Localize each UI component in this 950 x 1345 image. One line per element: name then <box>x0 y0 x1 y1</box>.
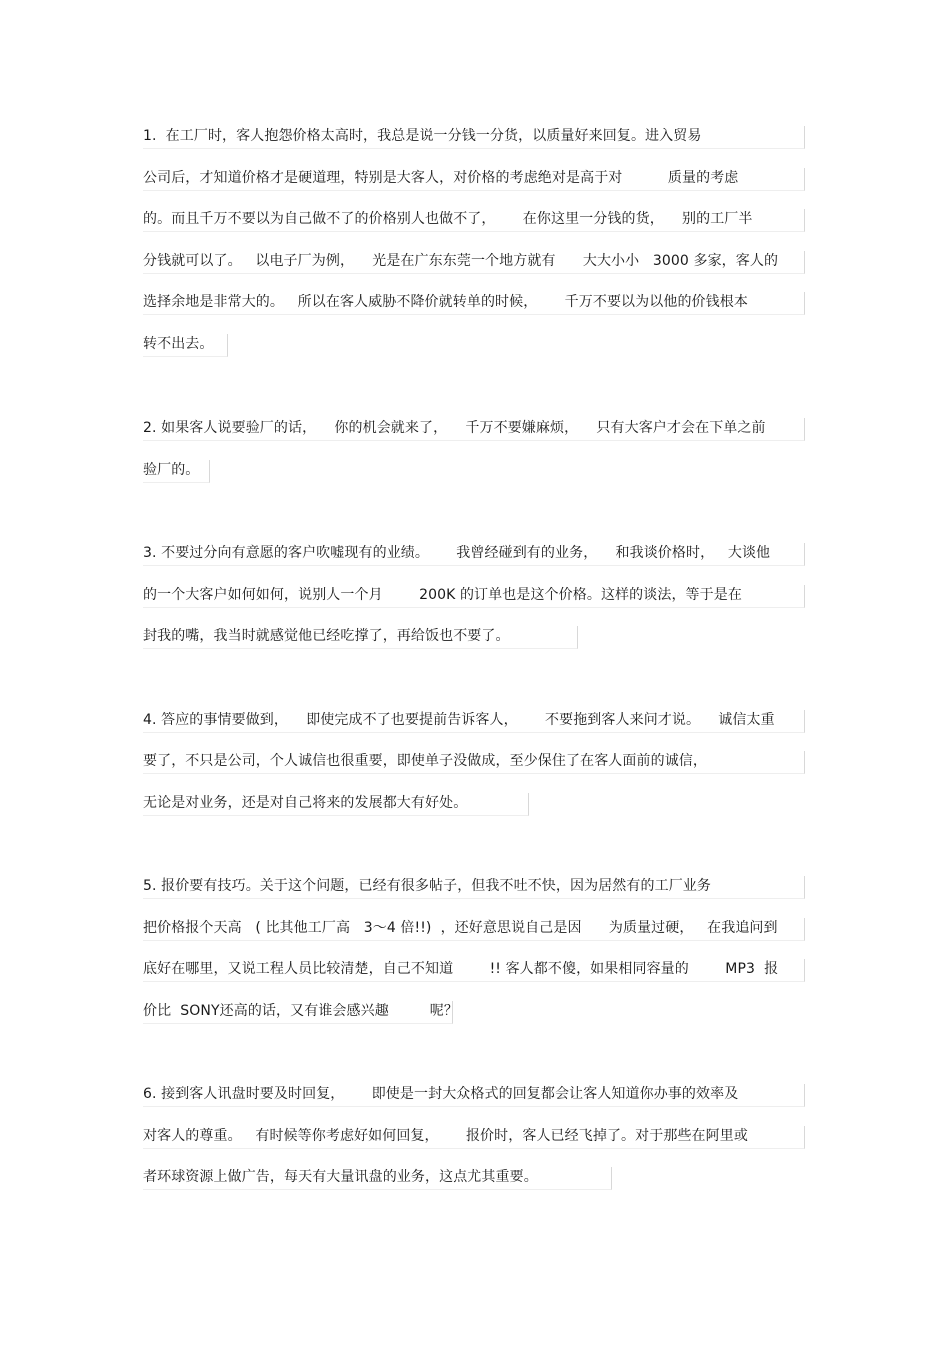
paragraph-line: 4. 答应的事情要做到， 即使完成不了也要提前告诉客人， 不要拖到客人来问才说。 诚信太重 <box>143 712 775 728</box>
paragraph-line: 无论是对业务，还是对自己将来的发展都大有好处。 <box>143 795 468 811</box>
paragraph-line: 1. 在工厂时，客人抱怨价格太高时，我总是说一分钱一分货，以质量好来回复。进入贸易 <box>143 128 702 144</box>
paragraph-line: 对客人的尊重。 有时候等你考虑好如何回复， 报价时，客人已经飞掉了。对于那些在阿里或 <box>143 1128 748 1144</box>
paragraph-line: 选择余地是非常大的。 所以在客人威胁不降价就转单的时候， 千万不要以为以他的价钱根本 <box>143 294 748 310</box>
paragraph-line: 公司后，才知道价格才是硬道理，特别是大客人，对价格的考虑绝对是高于对 质量的考虑 <box>143 170 739 186</box>
paragraph-line: 价比 SONY还高的话，又有谁会感兴趣 呢？ <box>143 1003 458 1019</box>
paragraph-line: 者环球资源上做广告，每天有大量讯盘的业务，这点尤其重要。 <box>143 1169 538 1185</box>
paragraph-line: 2. 如果客人说要验厂的话， 你的机会就来了， 千万不要嫌麻烦， 只有大客户才会在下单之前 <box>143 420 766 436</box>
paragraph-line: 把价格报个天高 ( 比其他工厂高 3～4 倍!!) ，还好意思说自己是因 为质量过硬， 在我追问到 <box>143 920 778 936</box>
paragraph-line: 6. 接到客人讯盘时要及时回复， 即使是一封大众格式的回复都会让客人知道你办事的效率及 <box>143 1086 739 1102</box>
paragraph-line: 转不出去。 <box>143 336 214 352</box>
paragraph-line: 验厂的。 <box>143 462 200 478</box>
paragraph-line: 5. 报价要有技巧。关于这个问题，已经有很多帖子，但我不吐不快，因为居然有的工厂业务 <box>143 878 712 894</box>
paragraph-line: 的。而且千万不要以为自己做不了的价格别人也做不了， 在你这里一分钱的货， 别的工厂半 <box>143 211 753 227</box>
paragraph-line: 3. 不要过分向有意愿的客户吹嘘现有的业绩。 我曾经碰到有的业务， 和我谈价格时， 大谈他 <box>143 545 771 561</box>
paragraph-line: 底好在哪里，又说工程人员比较清楚，自己不知道 !! 客人都不傻，如果相同容量的 MP3 报 <box>143 961 779 977</box>
paragraph-line: 封我的嘴，我当时就感觉他已经吃撑了，再给饭也不要了。 <box>143 628 510 644</box>
paragraph-line: 分钱就可以了。 以电子厂为例， 光是在广东东莞一个地方就有 大大小小 3000 多家，客人的 <box>143 253 779 269</box>
paragraph-line: 要了，不只是公司，个人诚信也很重要，即使单子没做成，至少保住了在客人面前的诚信， <box>143 753 707 769</box>
paragraph-line: 的一个大客户如何如何，说别人一个月 200K 的订单也是这个价格。这样的谈法，等于是在 <box>143 587 742 603</box>
